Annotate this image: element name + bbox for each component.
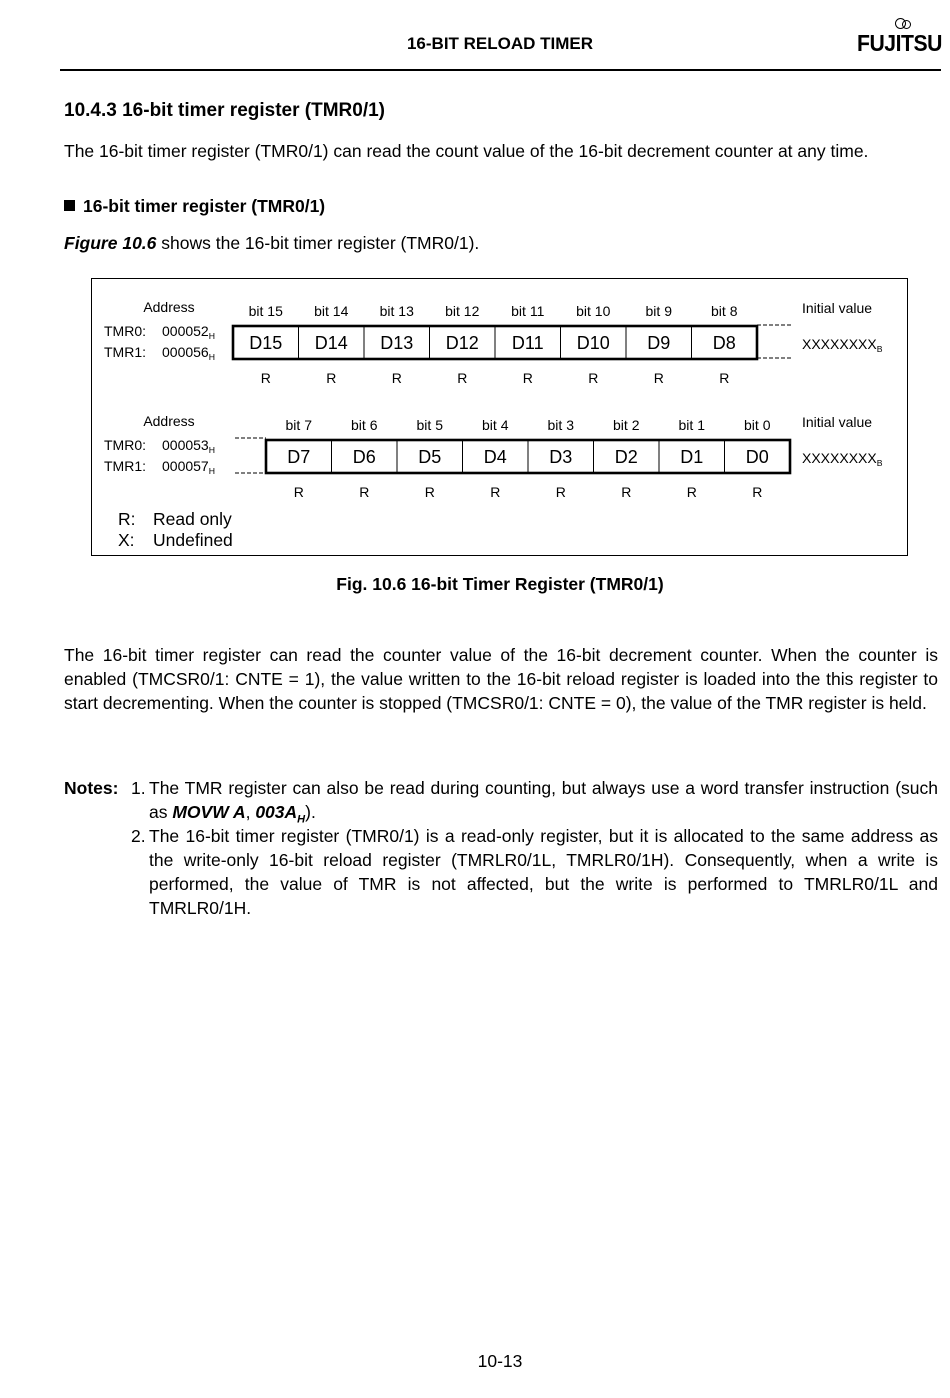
bit-label: bit 5 [416,417,443,433]
bit-label: bit 2 [613,417,640,433]
access-label: R [555,484,566,500]
access-label: R [752,484,763,500]
access-label: R [424,484,435,500]
note-1-address: 003A [255,802,298,822]
logo-ring-icon [902,20,911,29]
register-cell-label: D7 [287,447,311,467]
register-cell-label: D8 [712,333,736,353]
register-cell-label: D11 [511,333,544,353]
access-label: R [686,484,697,500]
bit-label: bit 4 [482,417,509,433]
note-1-sep: , [245,802,256,822]
logo-text: FUJITSU [857,30,942,56]
legend-description: Read only [153,509,232,529]
access-label: R [457,370,468,386]
register-cell-label: D2 [614,447,638,467]
bit-label: bit 14 [314,303,349,319]
bit-label: bit 3 [547,417,574,433]
note-1-address-suffix: H [297,813,306,826]
bit-label: bit 7 [285,417,312,433]
initial-value-label: Initial value [802,414,873,430]
note-number: 2. [131,826,146,846]
tmr1-address: $000056_H$ [162,344,215,362]
note-1-code: MOVW A [172,802,246,822]
register-cell-label: D3 [549,447,573,467]
notes-block [64,776,938,926]
subsection-heading-text: 16-bit timer register (TMR0/1) [83,196,326,216]
header-rule [60,69,941,71]
section-heading: 10.4.3 16-bit timer register (TMR0/1) [64,100,385,121]
figure-caption: Fig. 10.6 16-bit Timer Register (TMR0/1) [336,574,664,594]
initial-value-label: Initial value [802,300,873,316]
address-label: Address [143,299,195,315]
tmr0-address: $000053_H$ [162,437,215,455]
access-label: R [490,484,501,500]
tmr0-label: TMR0: [104,437,146,453]
bit-label: bit 12 [445,303,480,319]
bit-label: bit 6 [351,417,378,433]
access-label: R [522,370,533,386]
access-label: R [293,484,304,500]
note-number: 1. [131,778,146,798]
note-1-text: The TMR register can also be read during counting, but always use a word transfer instruction (such as [149,778,938,822]
fujitsu-logo [857,18,943,60]
access-label: R [653,370,664,386]
note-item-2: The 16-bit timer register (TMR0/1) is a read-only register, but it is allocated to the same address as the write-only 16-bit reload register (TMRLR0/1L, TMRLR0/1H). Consequently, when a write is performed, the value of TMR is not affected, but the write is performed to TMRLR0/1L and TMRLR0/1H. [149,826,938,918]
initial-value: $XXXXXXXX_B$ [802,336,883,354]
figure-reference [64,233,479,254]
register-cell-label: D13 [380,333,414,353]
page-number: 10-13 [477,1351,523,1371]
register-diagram [91,278,908,556]
subsection-heading [64,196,325,217]
bit-label: bit 0 [744,417,771,433]
access-label: R [621,484,632,500]
tmr0-address: $000052_H$ [162,323,215,341]
address-label: Address [143,413,195,429]
tmr1-label: TMR1: [104,344,146,360]
access-label: R [359,484,370,500]
register-cell-label: D4 [483,447,507,467]
register-cell-label: D9 [647,333,671,353]
note-1-end: ). [305,802,316,822]
tmr1-address: $000057_H$ [162,458,215,476]
register-cell-label: D10 [576,333,610,353]
initial-value: $XXXXXXXX_B$ [802,450,883,468]
legend-key: R: [118,509,136,529]
legend-key: X: [118,530,135,550]
bit-label: bit 8 [711,303,738,319]
access-label: R [719,370,730,386]
access-label: R [391,370,402,386]
bit-label: bit 11 [511,303,545,319]
register-cell-label: D6 [352,447,376,467]
bit-label: bit 15 [248,303,283,319]
tmr0-label: TMR0: [104,323,146,339]
figure-ref-link: Figure 10.6 [64,233,157,253]
section-intro: The 16-bit timer register (TMR0/1) can read the count value of the 16-bit decrement counter at any time. [64,141,869,161]
bit-label: bit 1 [678,417,705,433]
bit-label: bit 9 [645,303,672,319]
notes-label: Notes: [64,778,119,798]
bullet-square-icon [64,200,75,211]
register-cell-label: D0 [745,447,769,467]
access-label: R [260,370,271,386]
register-cell-label: D15 [249,333,283,353]
register-figure [91,278,908,556]
access-label: R [326,370,337,386]
description-paragraph: The 16-bit timer register can read the counter value of the 16-bit decrement counter. When the counter is enabled (TMCSR0/1: CNTE = 1), the value written to the 16-bit reload register is loaded into the this register to start decrementing. When the counter is stopped (TMCSR0/1: CNTE = 0), the value of the TMR register is held. [64,645,938,713]
register-cell-label: D1 [680,447,704,467]
access-label: R [588,370,599,386]
tmr1-label: TMR1: [104,458,146,474]
running-header-title: 16-BIT RELOAD TIMER [406,34,594,53]
bit-label: bit 13 [379,303,414,319]
figure-ref-text: shows the 16-bit timer register (TMR0/1). [156,233,480,253]
bit-label: bit 10 [576,303,611,319]
register-cell-label: D12 [445,333,479,353]
register-cell-label: D14 [314,333,348,353]
legend-description: Undefined [153,530,233,550]
register-cell-label: D5 [418,447,442,467]
